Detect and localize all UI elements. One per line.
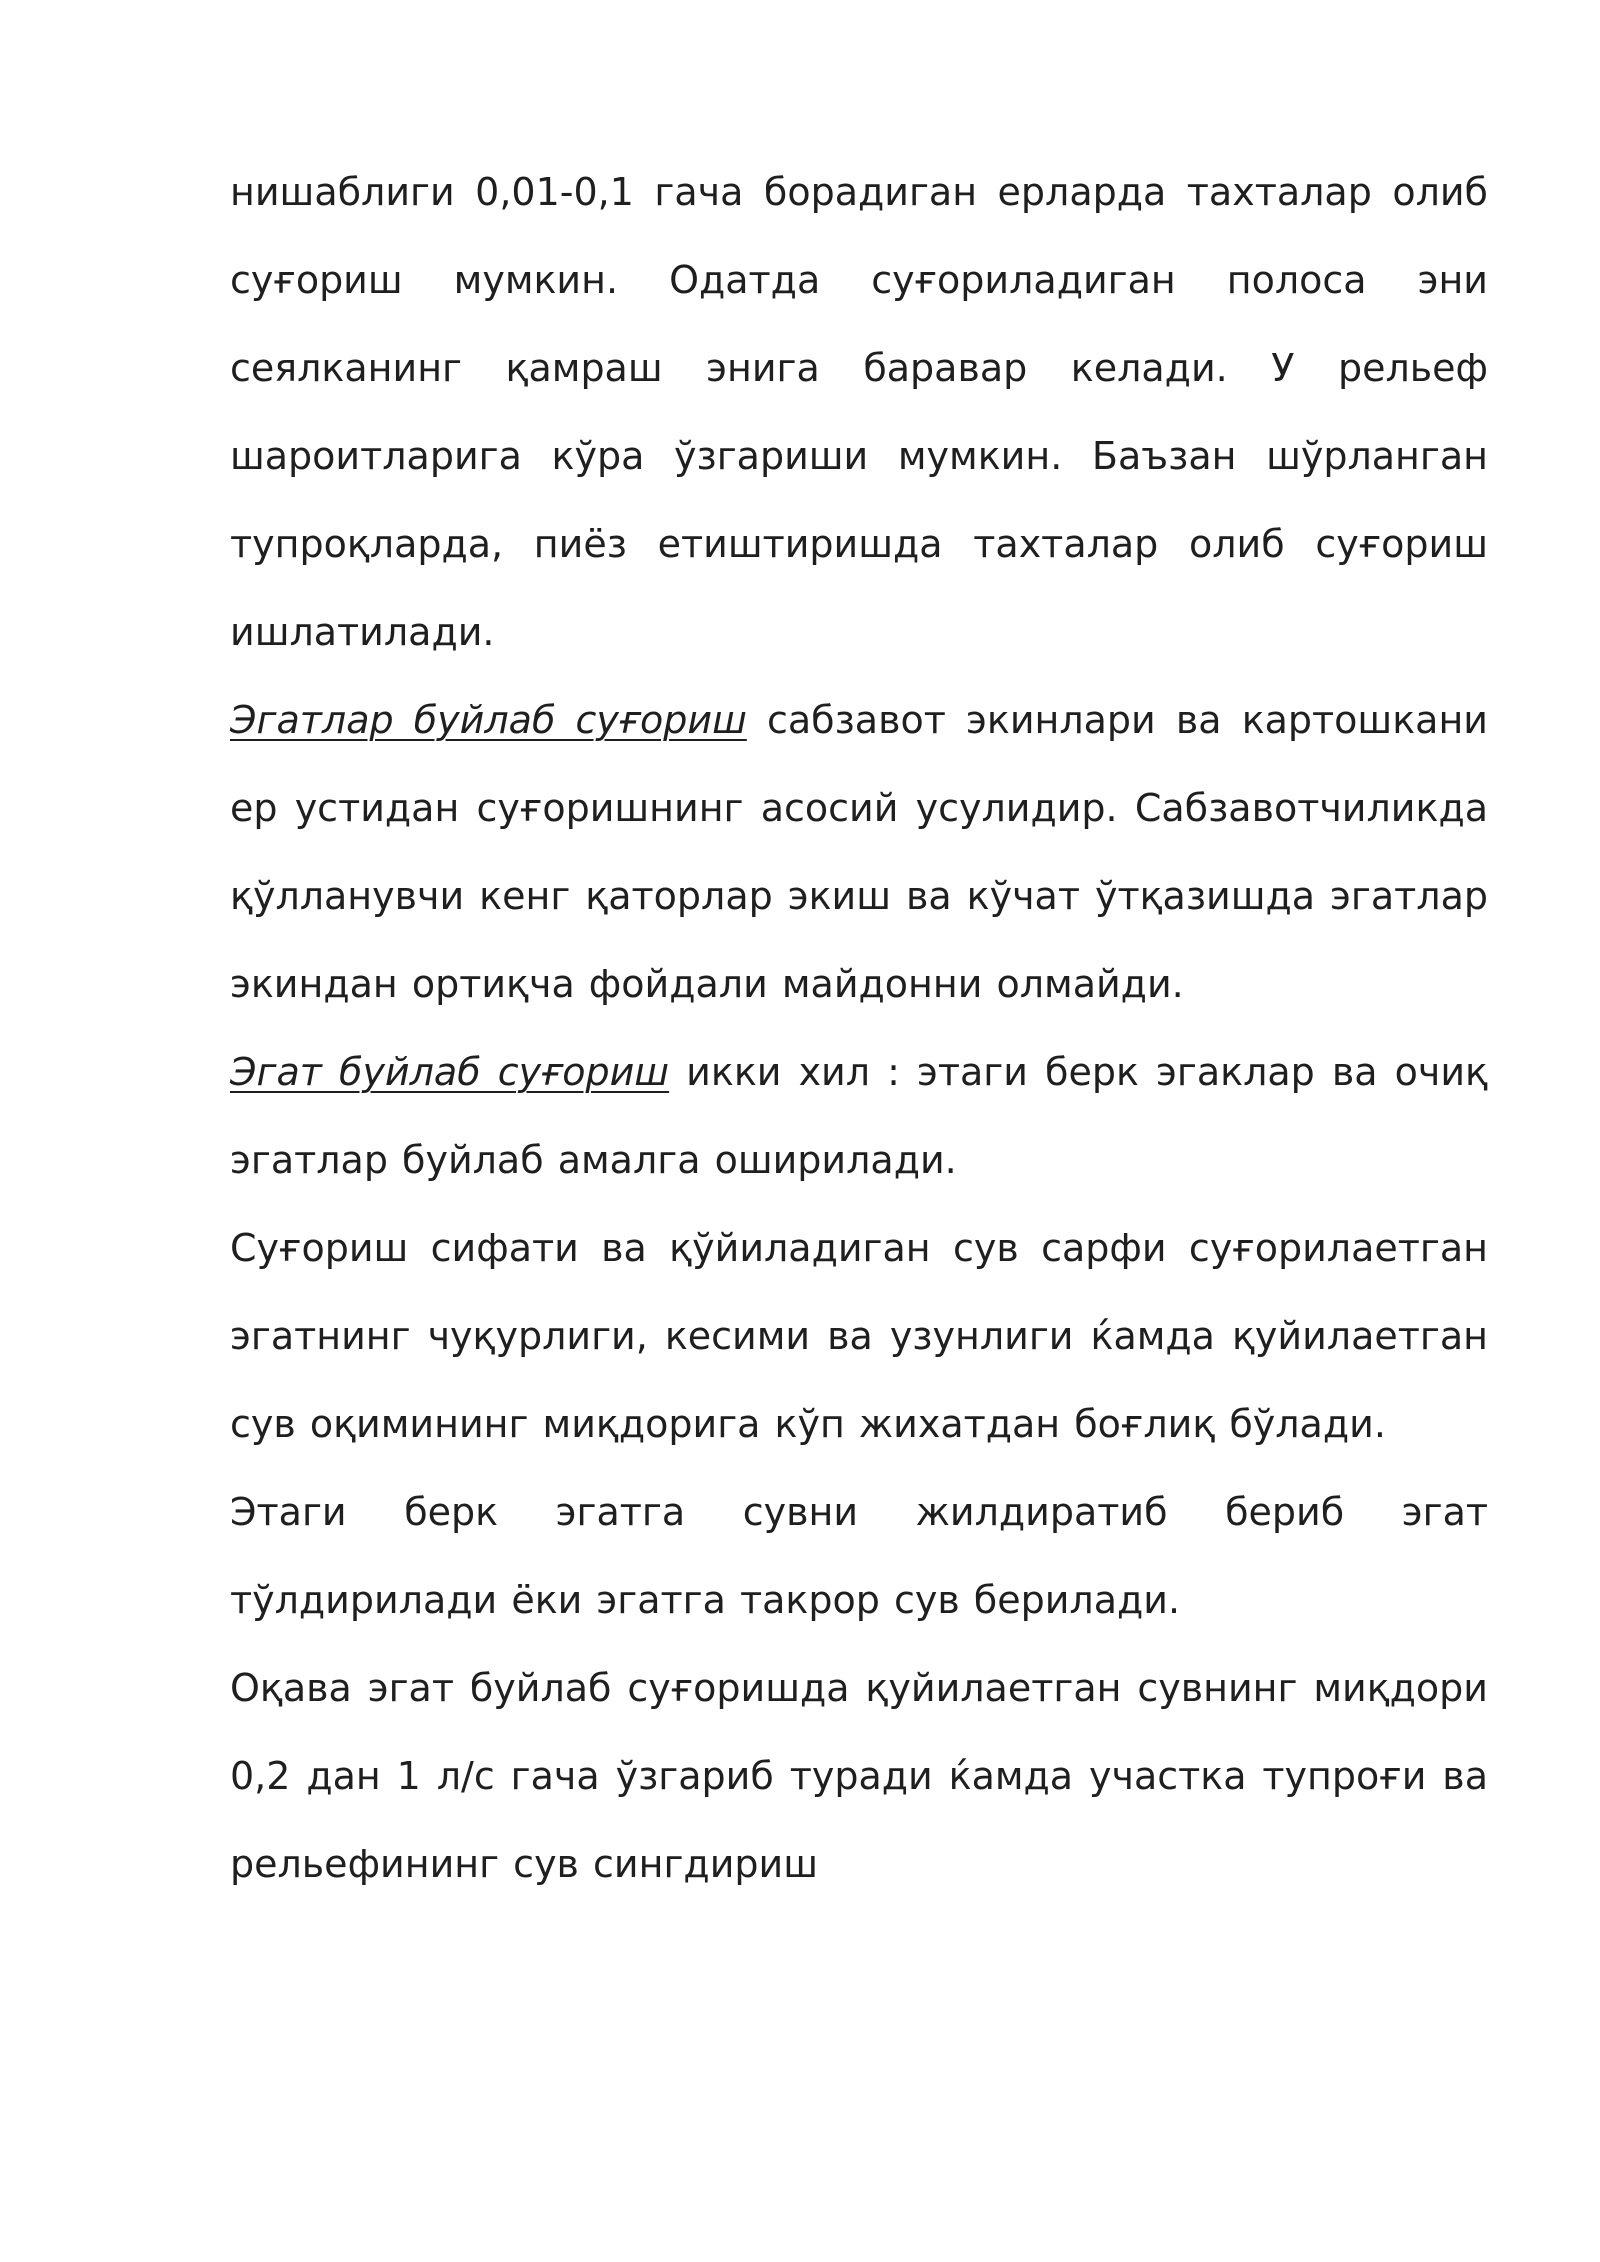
paragraph-2: [230, 676, 1488, 1028]
paragraph-text: икки хил : этаги берк эгаклар ва очиқ эгатлар буйлаб амалга оширилади.: [230, 1050, 1488, 1182]
paragraph-6: [230, 1644, 1488, 1908]
paragraph-4: [230, 1204, 1488, 1468]
paragraph-text: Суғориш сифати ва қўйиладиган сув сарфи суғорилаетган эгатнинг чуқурлиги, кесими ва узунлиги ќамда қуйилаетган сув оқимининг миқдорига кўп жихатдан боғлиқ бўлади.: [230, 1226, 1488, 1446]
paragraph-5: [230, 1468, 1488, 1644]
paragraph-text: Оқава эгат буйлаб суғоришда қуйилаетган сувнинг миқдори 0,2 дан 1 л/с гача ўзгариб туради ќамда участка тупроғи ва рельефининг сув сингдириш: [230, 1666, 1488, 1886]
paragraph-1: [230, 148, 1488, 676]
paragraph-text: нишаблиги 0,01-0,1 гача борадиган ерларда тахталар олиб суғориш мумкин. Одатда суғориладиган полоса эни сеялканинг қамраш энига баравар келади. У рельеф шароитларига кўра ўзгариши мумкин. Баъзан шўрланган тупроқларда, пиёз етиштиришда тахталар олиб суғориш ишлатилади.: [230, 170, 1488, 654]
paragraph-3: [230, 1028, 1488, 1204]
paragraph-text: сабзавот экинлари ва картошкани ер устидан суғоришнинг асосий усулидир. Сабзавотчиликда қўлланувчи кенг қаторлар экиш ва кўчат ўтқазишда эгатлар экиндан ортиқча фойдали майдонни олмайди.: [230, 698, 1488, 1006]
term-underlined: Эгат буйлаб суғориш: [230, 1050, 670, 1094]
term-underlined: Эгатлар буйлаб суғориш: [230, 698, 747, 742]
document-page: [230, 148, 1488, 1908]
paragraph-text: Этаги берк эгатга сувни жилдиратиб бериб эгат тўлдирилади ёки эгатга такрор сув берилади.: [230, 1490, 1488, 1622]
